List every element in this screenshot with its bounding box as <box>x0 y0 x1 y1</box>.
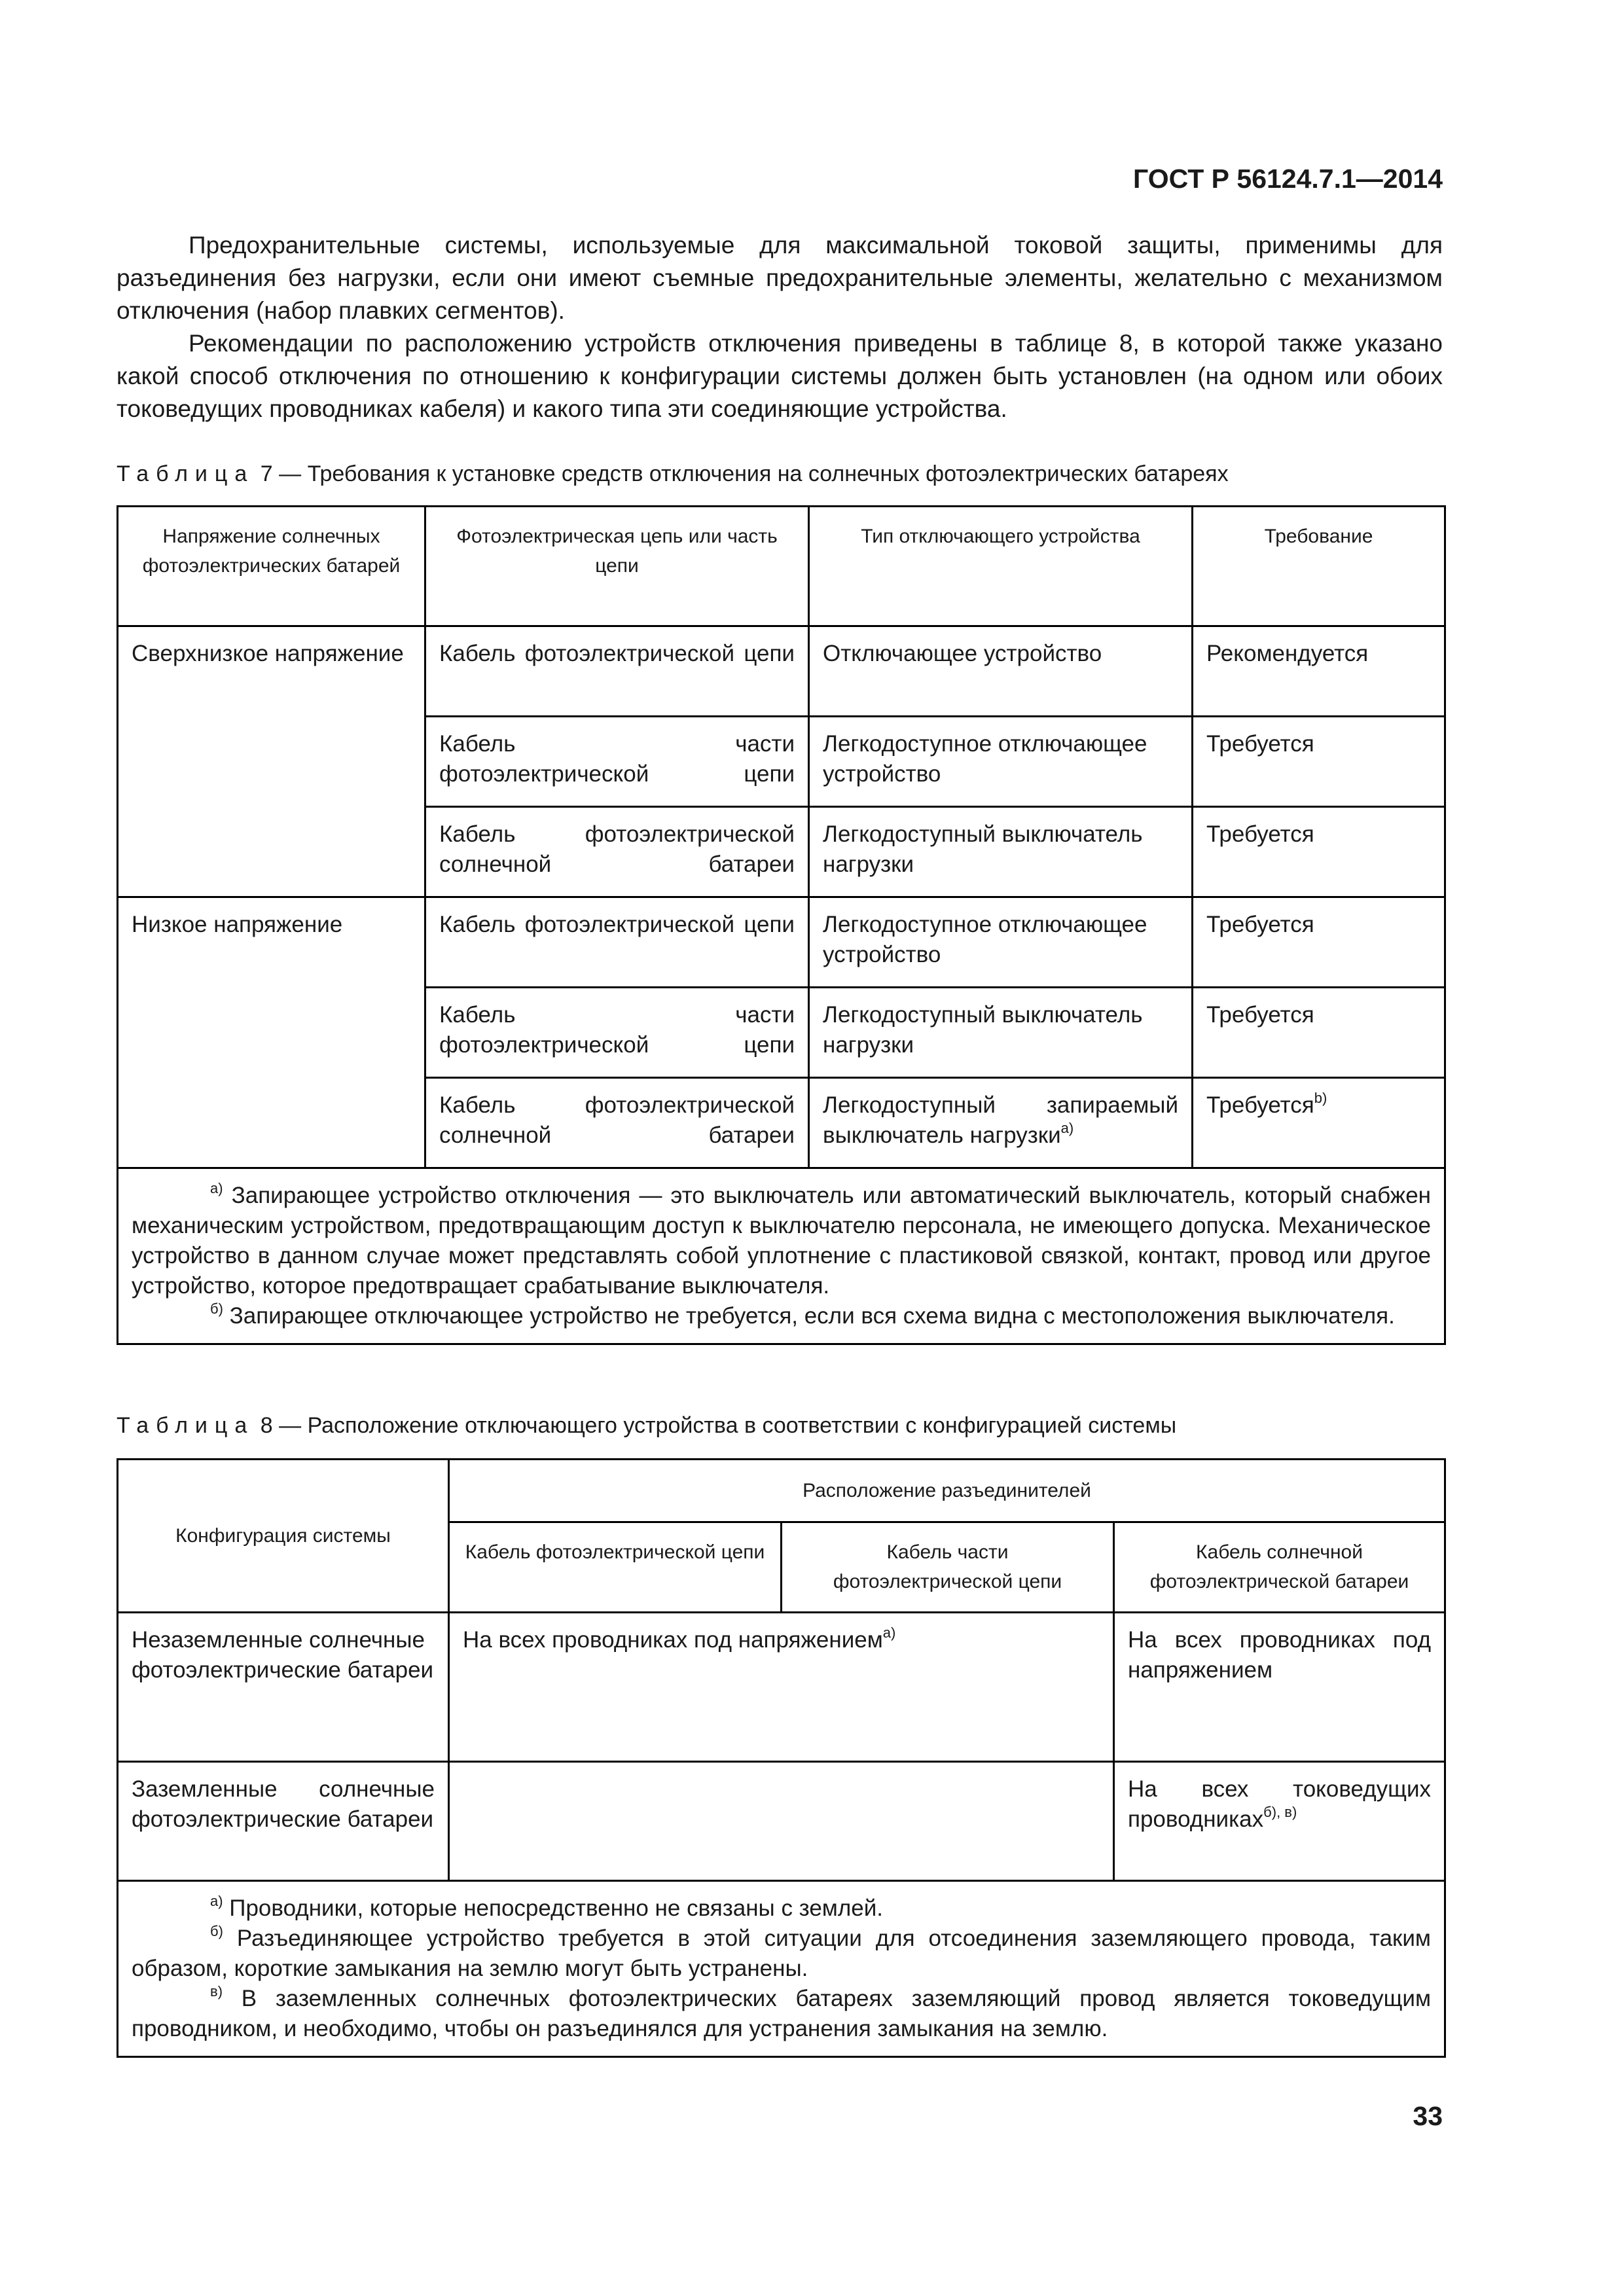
document-header: ГОСТ Р 56124.7.1—2014 <box>1133 164 1443 194</box>
table7-note-a <box>132 1181 1431 1301</box>
table8-note-c <box>132 1984 1431 2044</box>
footnote-mark: в) <box>210 1983 223 2000</box>
requirement-cell <box>1206 1092 1327 1118</box>
table7-notes-row <box>118 1168 1445 1344</box>
table7-voltage-cell <box>118 626 425 897</box>
last-text: На всех токоведущих проводниках <box>1128 1776 1431 1832</box>
table7-header-device: Тип отключающего устройства <box>809 507 1193 626</box>
table8-caption <box>117 1411 1443 1440</box>
table8-header-pv-circuit: Кабель фотоэлектрической цепи <box>449 1522 782 1613</box>
table7-header-circuit: Фотоэлектрическая цепь или часть цепи <box>425 507 809 626</box>
table8-header-pv-array: Кабель солнечной фотоэлектрической батареи <box>1114 1522 1445 1613</box>
requirement-cell: Рекомендуется <box>1206 641 1369 666</box>
config-cell: Заземленные солнечные фотоэлектрические батареи <box>132 1776 435 1832</box>
note-text: Запирающее устройство отключения — это выключатель или автоматический выключатель, который снабжен механическим устройством, предотвращающим доступ к выключателю персонала, не имеющего допуска. Механическое устройство в данном случае может представлять собой уплотнение с пластиковой связкой, контакт, провод или другое устройство, которое предотвращает срабатывание выключателя. <box>132 1183 1431 1299</box>
footnote-mark: а) <box>1060 1120 1074 1137</box>
voltage-label: Низкое напряжение <box>132 912 343 937</box>
table8-notes <box>118 1881 1445 2057</box>
merged-cell <box>449 1613 1114 1762</box>
table8-note-a <box>132 1893 1431 1924</box>
table7 <box>117 505 1446 1345</box>
table7-header-voltage: Напряжение солнечных фотоэлектрических батарей <box>118 507 425 626</box>
device-cell <box>823 1090 1178 1151</box>
table7-caption-word: Таблица <box>117 461 255 486</box>
footnote-mark: b) <box>1314 1090 1327 1107</box>
table-row <box>118 897 1445 988</box>
device-cell: Отключающее устройство <box>823 641 1102 666</box>
circuit-cell: Кабель фотоэлектрической солнечной батареи <box>439 821 795 877</box>
table8-notes-row <box>118 1881 1445 2057</box>
circuit-cell: Кабель части фотоэлектрической цепи <box>439 1002 795 1058</box>
table8-caption-title: — Расположение отключающего устройства в соответствии с конфигурацией системы <box>279 1413 1177 1438</box>
circuit-cell: Кабель фотоэлектрической солнечной батареи <box>439 1092 795 1148</box>
footnote-mark: а) <box>210 1893 223 1910</box>
requirement-cell: Требуется <box>1206 912 1314 937</box>
table7-header-row <box>118 507 1445 626</box>
table7-caption <box>117 459 1443 488</box>
table8-caption-word: Таблица <box>117 1413 255 1438</box>
table-row <box>118 626 1445 717</box>
table8-header-pv-subcircuit: Кабель части фотоэлектрической цепи <box>782 1522 1114 1613</box>
note-text: Запирающее отключающее устройство не требуется, если вся схема видна с местоположения выключателя. <box>229 1303 1395 1329</box>
note-text: В заземленных солнечных фотоэлектрических батареях заземляющий провод является токоведущим проводником, и необходимо, чтобы он разъединялся для устранения замыкания на землю. <box>132 1986 1432 2041</box>
circuit-cell: Кабель части фотоэлектрической цепи <box>439 731 795 787</box>
config-cell: Незаземленные солнечные фотоэлектрические батареи <box>132 1627 434 1683</box>
table-row <box>118 1762 1445 1881</box>
table8-header-config: Конфигурация системы <box>118 1460 449 1613</box>
table8-note-b <box>132 1924 1431 1984</box>
table7-notes <box>118 1168 1445 1344</box>
requirement-cell: Требуется <box>1206 731 1314 757</box>
merged-cell <box>449 1762 1114 1881</box>
footnote-mark: а) <box>210 1180 223 1197</box>
paragraph-recommendations: Рекомендации по расположению устройств отключения приведены в таблице 8, в которой также указано какой способ отключения по отношению к конфигурации системы должен быть установлен (на одном или обоих токоведущих проводниках кабеля) и какого типа эти соединяющие устройства. <box>117 330 1443 422</box>
table8 <box>117 1458 1446 2058</box>
footnote-mark: а) <box>882 1624 896 1641</box>
device-cell: Легкодоступный выключатель нагрузки <box>823 1002 1143 1058</box>
requirement-cell: Требуется <box>1206 1002 1314 1028</box>
merged-text: На всех проводниках под напряжением <box>463 1627 883 1653</box>
note-text: Разъединяющее устройство требуется в этой ситуации для отсоединения заземляющего провода, таким образом, короткие замыкания на землю могут быть устранены. <box>132 1926 1431 1981</box>
table7-header-requirement: Требование <box>1193 507 1445 626</box>
note-text: Проводники, которые непосредственно не связаны с землей. <box>229 1895 884 1921</box>
table7-voltage-cell <box>118 897 425 1168</box>
table-row <box>118 1613 1445 1762</box>
device-cell: Легкодоступное отключающее устройство <box>823 912 1147 967</box>
page-number: 33 <box>1413 2101 1443 2131</box>
footnote-mark: б) <box>210 1923 223 1940</box>
paragraph-fuse-systems: Предохранительные системы, используемые для максимальной токовой защиты, применимы для разъединения без нагрузки, если они имеют съемные предохранительные элементы, желательно с механизмом отключения (набор плавких сегментов). <box>117 232 1443 324</box>
table7-caption-title: — Требования к установке средств отключения на солнечных фотоэлектрических батареях <box>279 461 1229 486</box>
table8-caption-number: 8 <box>260 1413 273 1438</box>
last-cell <box>1128 1774 1431 1835</box>
footnote-mark: б) <box>210 1300 223 1318</box>
table8-group-header-row <box>118 1460 1445 1522</box>
requirement-text: Требуется <box>1206 1092 1314 1118</box>
footnote-mark: б), в) <box>1263 1804 1297 1821</box>
requirement-cell: Требуется <box>1206 821 1314 847</box>
circuit-cell: Кабель фотоэлектрической цепи <box>439 912 795 937</box>
device-cell: Легкодоступное отключающее устройство <box>823 731 1147 787</box>
last-cell: На всех проводниках под напряжением <box>1128 1627 1431 1683</box>
table8-group-header: Расположение разъединителей <box>449 1460 1445 1522</box>
table7-caption-number: 7 <box>260 461 273 486</box>
device-cell: Легкодоступный выключатель нагрузки <box>823 821 1143 877</box>
circuit-cell: Кабель фотоэлектрической цепи <box>439 641 795 666</box>
voltage-label: Сверхнизкое напряжение <box>132 641 404 666</box>
table7-note-b <box>132 1301 1431 1331</box>
device-text: Легкодоступный запираемый выключатель нагрузки <box>823 1092 1178 1148</box>
